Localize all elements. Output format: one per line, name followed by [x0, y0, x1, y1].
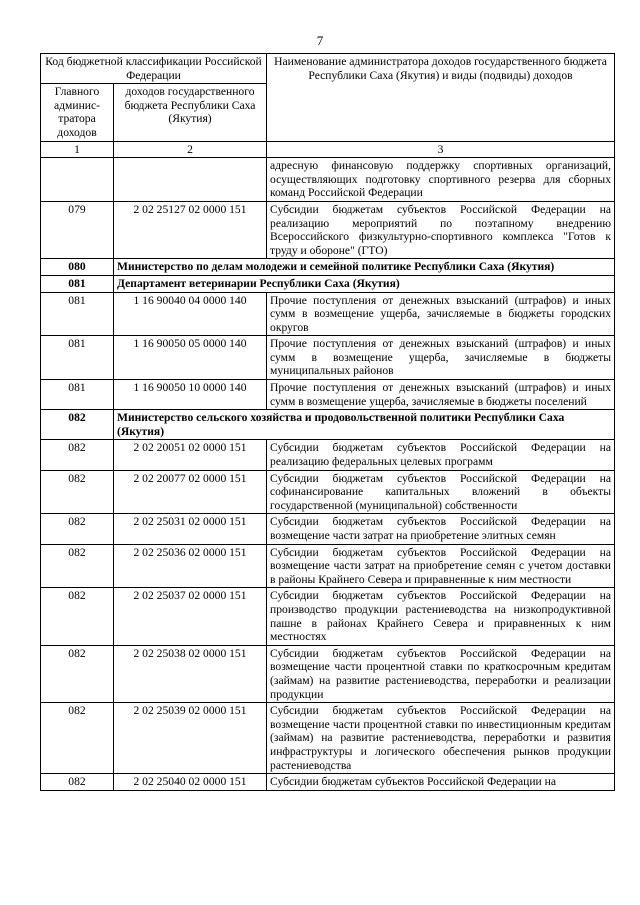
admin-code-cell: 082 [41, 410, 114, 440]
revenue-code-cell: 2 02 25039 02 0000 151 [114, 703, 267, 774]
administrator-name-cell: Департамент ветеринарии Республики Саха (Якутия) [114, 275, 615, 292]
revenue-code-cell: 2 02 25127 02 0000 151 [114, 201, 267, 258]
admin-code-cell: 081 [41, 336, 114, 380]
table-row [41, 470, 615, 514]
admin-code-cell: 079 [41, 201, 114, 258]
revenue-description-cell: адресную финансовую поддержку спортивных организаций, осуществляющих подготовку спортивного резерва для сборных команд Российской Федерации [267, 158, 615, 202]
revenue-description-cell: Субсидии бюджетам субъектов Российской Федерации на реализацию мероприятий по поэтапному внедрению Всероссийского физкультурно-спортивного комплекса "Готов к труду и обороне" (ГТО) [267, 201, 615, 258]
admin-code-cell: 082 [41, 588, 114, 645]
table-row [41, 645, 615, 702]
header-code-column: доходов государственного бюджета Республики Саха (Якутия) [114, 84, 267, 141]
admin-code-cell: 082 [41, 544, 114, 588]
header-admin-column: Главного админис-тратора доходов [41, 84, 114, 141]
header-number-3: 3 [267, 141, 615, 158]
admin-code-cell: 082 [41, 645, 114, 702]
admin-code-cell: 082 [41, 703, 114, 774]
section-row [41, 259, 615, 276]
table-row [41, 544, 615, 588]
header-number-1: 1 [41, 141, 114, 158]
admin-code-cell: 082 [41, 470, 114, 514]
admin-code-cell: 081 [41, 380, 114, 410]
table-row [41, 380, 615, 410]
revenue-description-cell: Прочие поступления от денежных взысканий (штрафов) и иных сумм в возмещение ущерба, зачисляемые в бюджеты городских округов [267, 292, 615, 336]
admin-code-cell [41, 158, 114, 202]
revenue-code-cell: 2 02 25040 02 0000 151 [114, 774, 267, 791]
revenue-code-cell: 1 16 90050 10 0000 140 [114, 380, 267, 410]
revenue-code-cell: 2 02 25036 02 0000 151 [114, 544, 267, 588]
revenue-code-cell: 2 02 20051 02 0000 151 [114, 440, 267, 470]
table-row [41, 440, 615, 470]
revenue-code-cell: 2 02 25038 02 0000 151 [114, 645, 267, 702]
table-body [41, 54, 615, 791]
section-row [41, 275, 615, 292]
revenue-description-cell: Субсидии бюджетам субъектов Российской Федерации на возмещение части процентной ставки по инвестиционным кредитам (займам) на развитие растениеводства, переработки и развития инфраструктуры и логического обеспечения рынков продукции растениеводства [267, 703, 615, 774]
section-row [41, 410, 615, 440]
table-row [41, 588, 615, 645]
revenue-code-cell: 1 16 90040 04 0000 140 [114, 292, 267, 336]
admin-code-cell: 080 [41, 259, 114, 276]
revenue-description-cell: Субсидии бюджетам субъектов Российской Федерации на [267, 774, 615, 791]
admin-code-cell: 081 [41, 275, 114, 292]
page-number: 7 [316, 33, 324, 48]
admin-code-cell: 082 [41, 774, 114, 791]
header-number-2: 2 [114, 141, 267, 158]
revenue-description-cell: Субсидии бюджетам субъектов Российской Федерации на реализацию федеральных целевых программ [267, 440, 615, 470]
revenue-code-cell: 1 16 90050 05 0000 140 [114, 336, 267, 380]
table-row [41, 158, 615, 202]
revenue-description-cell: Субсидии бюджетам субъектов Российской Федерации на возмещение части процентной ставки по краткосрочным кредитам (займам) на развитие растениеводства, переработки и реализации продукции [267, 645, 615, 702]
administrator-name-cell: Министерство сельского хозяйства и продовольственной политики Республики Саха (Якутия) [114, 410, 615, 440]
revenue-code-cell: 2 02 25037 02 0000 151 [114, 588, 267, 645]
revenue-description-cell: Прочие поступления от денежных взысканий (штрафов) и иных сумм в возмещение ущерба, зачисляемые в бюджеты муниципальных районов [267, 336, 615, 380]
revenue-description-cell: Субсидии бюджетам субъектов Российской Федерации на возмещение части затрат на приобретение семян с учетом доставки в районы Крайнего Севера и приравненные к ним местности [267, 544, 615, 588]
admin-code-cell: 082 [41, 440, 114, 470]
table-row [41, 514, 615, 544]
revenue-code-cell [114, 158, 267, 202]
administrator-name-cell: Министерство по делам молодежи и семейной политике Республики Саха (Якутия) [114, 259, 615, 276]
table-row [41, 774, 615, 791]
revenue-description-cell: Субсидии бюджетам субъектов Российской Федерации на производство продукции растениеводства на низкопродуктивной пашне в районах Крайнего Севера и приравненных к ним местностях [267, 588, 615, 645]
table-row [41, 292, 615, 336]
table-row [41, 703, 615, 774]
revenue-code-cell: 2 02 25031 02 0000 151 [114, 514, 267, 544]
revenue-description-cell: Субсидии бюджетам субъектов Российской Федерации на софинансирование капитальных вложений в объекты государственной (муниципальной) собственности [267, 470, 615, 514]
header-row-group [41, 54, 615, 84]
revenue-description-cell: Прочие поступления от денежных взысканий (штрафов) и иных сумм в возмещение ущерба, зачисляемые в бюджеты поселений [267, 380, 615, 410]
revenue-code-cell: 2 02 20077 02 0000 151 [114, 470, 267, 514]
admin-code-cell: 082 [41, 514, 114, 544]
header-row-numbers [41, 141, 615, 158]
header-kbk-group: Код бюджетной классификации Российской Федерации [41, 54, 267, 84]
header-name-column: Наименование администратора доходов государственного бюджета Республики Саха (Якутия) и виды (подвиды) доходов [267, 54, 615, 142]
revenue-description-cell: Субсидии бюджетам субъектов Российской Федерации на возмещение части затрат на приобретение элитных семян [267, 514, 615, 544]
table-row [41, 201, 615, 258]
table-row [41, 336, 615, 380]
budget-classification-table [40, 53, 615, 791]
admin-code-cell: 081 [41, 292, 114, 336]
